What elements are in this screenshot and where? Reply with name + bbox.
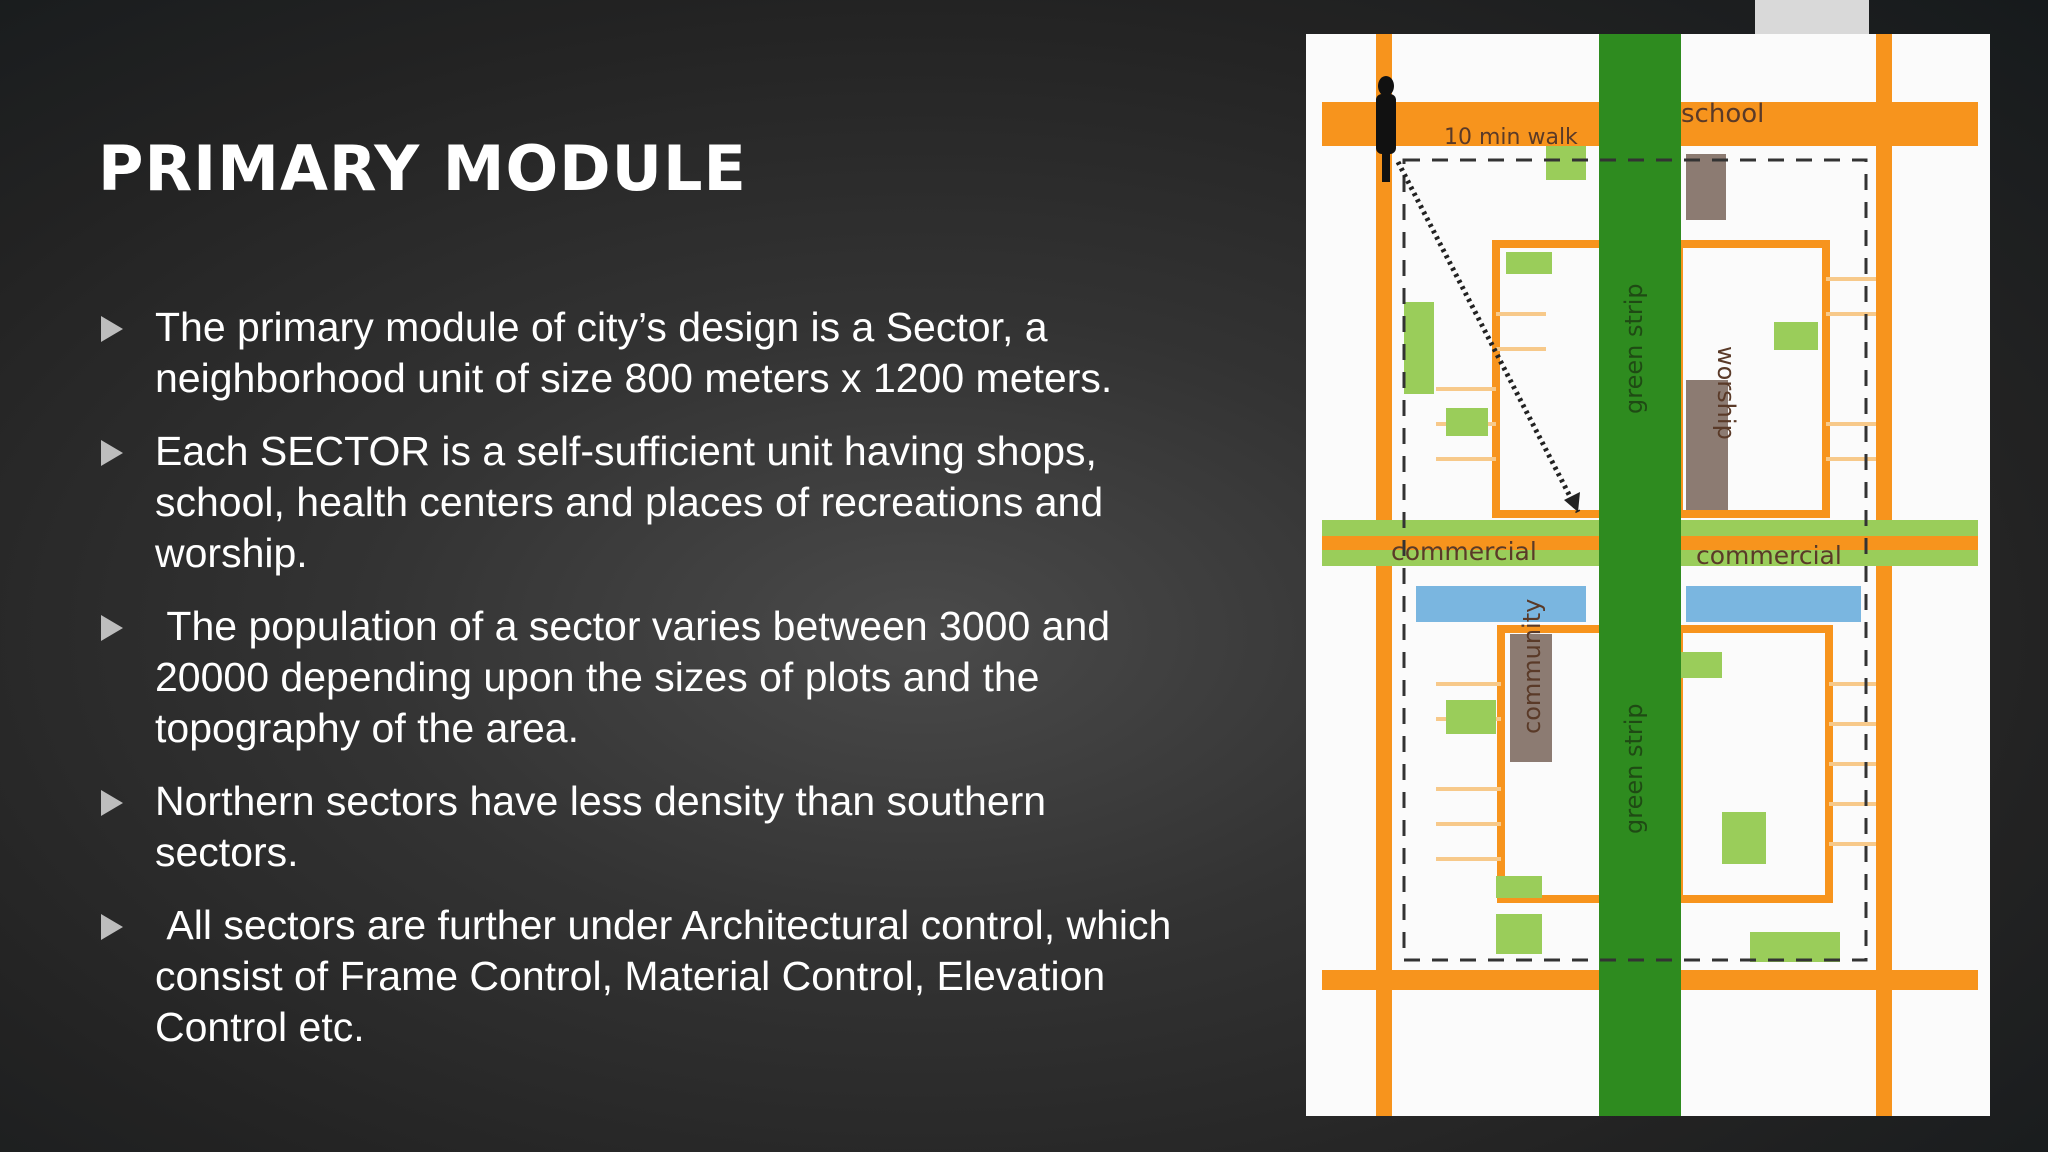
label-community: community bbox=[1518, 598, 1546, 734]
bullet-item bbox=[98, 776, 1188, 878]
bullet-item bbox=[98, 900, 1188, 1053]
sector-diagram-svg bbox=[1306, 34, 1990, 1116]
bullet-item bbox=[98, 426, 1188, 579]
triangle-bullet-icon bbox=[101, 316, 123, 342]
bullet-item bbox=[98, 601, 1188, 754]
blue-block-left bbox=[1416, 586, 1586, 622]
label-commercial-right: commercial bbox=[1696, 541, 1842, 570]
label-commercial-left: commercial bbox=[1391, 537, 1537, 566]
triangle-bullet-icon bbox=[101, 790, 123, 816]
label-green-strip-bottom: green strip bbox=[1620, 703, 1648, 834]
label-worship: worship bbox=[1712, 346, 1740, 440]
bullet-text: The primary module of city’s design is a Sector, a neighborhood unit of size 800 meters x 1200 meters. bbox=[155, 304, 1113, 401]
label-green-strip-top: green strip bbox=[1620, 283, 1648, 414]
bullet-list bbox=[98, 302, 1188, 1075]
bullet-text: The population of a sector varies between 3000 and 20000 depending upon the sizes of plots and the topography of the area. bbox=[155, 603, 1122, 751]
sector-diagram bbox=[1306, 34, 1990, 1116]
slide-title: PRIMARY MODULE bbox=[98, 132, 747, 205]
triangle-bullet-icon bbox=[101, 440, 123, 466]
blue-block-right bbox=[1686, 586, 1861, 622]
school-building bbox=[1686, 154, 1726, 220]
label-walk: 10 min walk bbox=[1444, 125, 1578, 150]
triangle-bullet-icon bbox=[101, 615, 123, 641]
bullet-item bbox=[98, 302, 1188, 404]
triangle-bullet-icon bbox=[101, 914, 123, 940]
label-school: school bbox=[1681, 99, 1765, 129]
slide-tab-marker bbox=[1755, 0, 1869, 34]
bullet-text: Each SECTOR is a self-sufficient unit having shops, school, health centers and places of recreations and worship. bbox=[155, 428, 1104, 576]
green-strip bbox=[1599, 34, 1681, 1116]
road-vertical-left bbox=[1376, 34, 1392, 1116]
bullet-text: All sectors are further under Architectural control, which consist of Frame Control, Material Control, Elevation Control etc. bbox=[155, 902, 1183, 1050]
road-vertical-right bbox=[1876, 34, 1892, 1116]
bullet-text: Northern sectors have less density than southern sectors. bbox=[155, 778, 1047, 875]
